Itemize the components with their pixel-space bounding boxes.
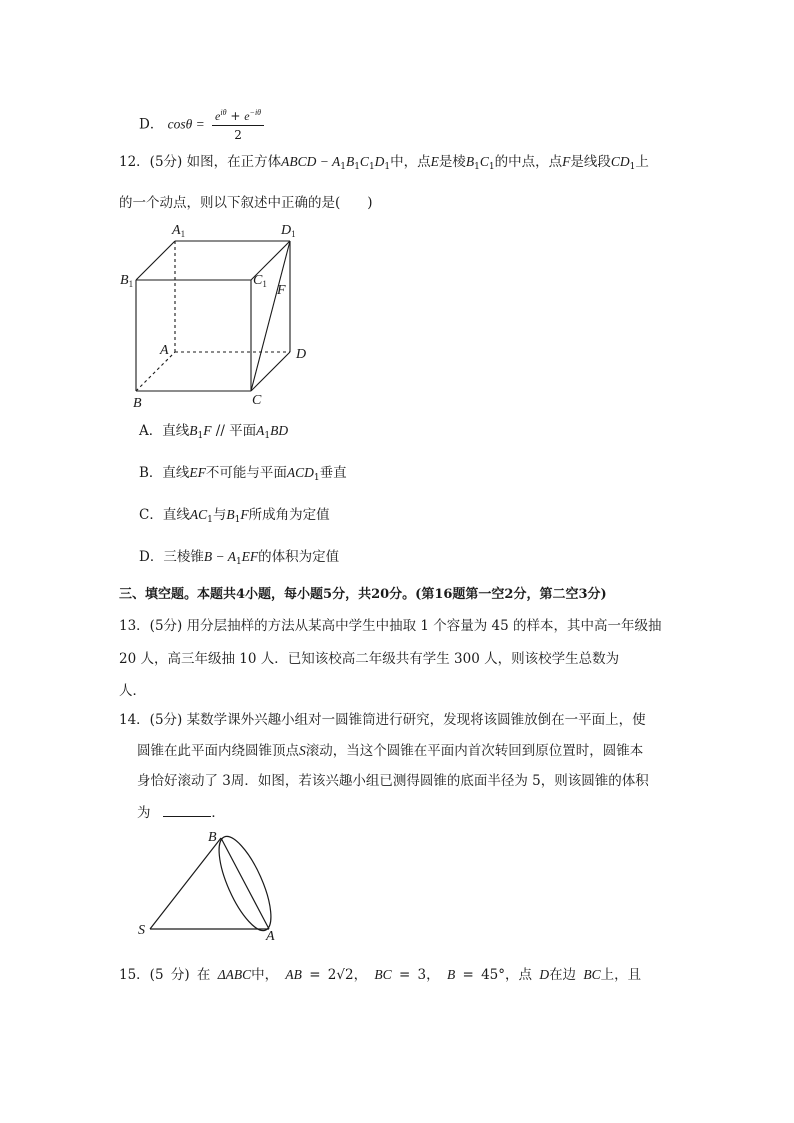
label-f: F <box>277 283 286 298</box>
label-b1: $B_1$ <box>120 273 134 289</box>
formula-lhs: cosθ = <box>167 116 205 132</box>
q14-line2: 圆锥在此平面内绕圆锥顶点S滚动，当这个圆锥在平面内首次转回到原位置时，圆锥本 <box>137 743 644 759</box>
fraction-numerator: $e^{i\theta} + e^{-i\theta}$ <box>212 108 264 126</box>
q12-option-c: C．直线$AC_1$与$B_1F$所成角为定值 <box>139 507 330 525</box>
label-b: B <box>208 830 217 845</box>
answer-blank[interactable] <box>163 804 211 817</box>
label-b: B <box>133 396 142 411</box>
q12-option-a: A．直线$B_1F$ // 平面$A_1BD$ <box>139 423 289 441</box>
q12-stem-line1: 12．(5分) 如图，在正方体ABCD − $A_1B_1C_1D_1$中，点E是棱$B_1C_1$的中点，点F是线段$CD_1$上 <box>119 154 649 172</box>
q12-option-d: D．三棱锥$B - A_1EF$的体积为定值 <box>139 549 340 567</box>
q14-line4: 为 ． <box>137 805 225 821</box>
q12-stem-line2: 的一个动点，则以下叙述中正确的是( ) <box>119 195 373 211</box>
fraction <box>212 108 264 142</box>
fraction-denominator: 2 <box>234 128 242 142</box>
label-d1: $D_1$ <box>281 223 296 239</box>
q11-option-d <box>139 108 264 142</box>
label-a: A <box>266 929 275 944</box>
label-s: S <box>138 923 145 938</box>
label-c1: $C_1$ <box>253 273 267 289</box>
option-label: D． <box>139 116 164 133</box>
cube-figure <box>118 218 318 413</box>
q13-line1: 13．(5分) 用分层抽样的方法从某高中学生中抽取 1 个容量为 45 的样本，其中高一年级抽 <box>119 618 662 634</box>
q14-line3: 身恰好滚动了 3周．如图，若该兴趣小组已测得圆锥的底面半径为 5，则该圆锥的体积 <box>137 773 649 789</box>
q15-line1: 15．(5 分) 在 ΔABC中， AB = 2√2， BC = 3， B = 45°，点 D在边 BC上，且 <box>119 967 642 983</box>
cone-figure <box>136 826 286 946</box>
q12-option-b: B．直线EF不可能与平面$ACD_1$垂直 <box>139 465 347 483</box>
q13-line2: 20 人，高三年级抽 10 人．已知该校高二年级共有学生 300 人，则该校学生总数为 <box>119 651 620 667</box>
q14-line1: 14．(5分) 某数学课外兴趣小组对一圆锥筒进行研究，发现将该圆锥放倒在一平面上，使 <box>119 712 646 728</box>
q13-line3: 人． <box>119 683 146 699</box>
label-c: C <box>252 393 262 408</box>
section-header: 三、填空题。本题共4小题，每小题5分，共20分。(第16题第一空2分，第二空3分) <box>119 587 607 602</box>
label-a1: $A_1$ <box>172 223 186 239</box>
label-a: A <box>160 343 169 358</box>
label-d: D <box>296 347 307 362</box>
